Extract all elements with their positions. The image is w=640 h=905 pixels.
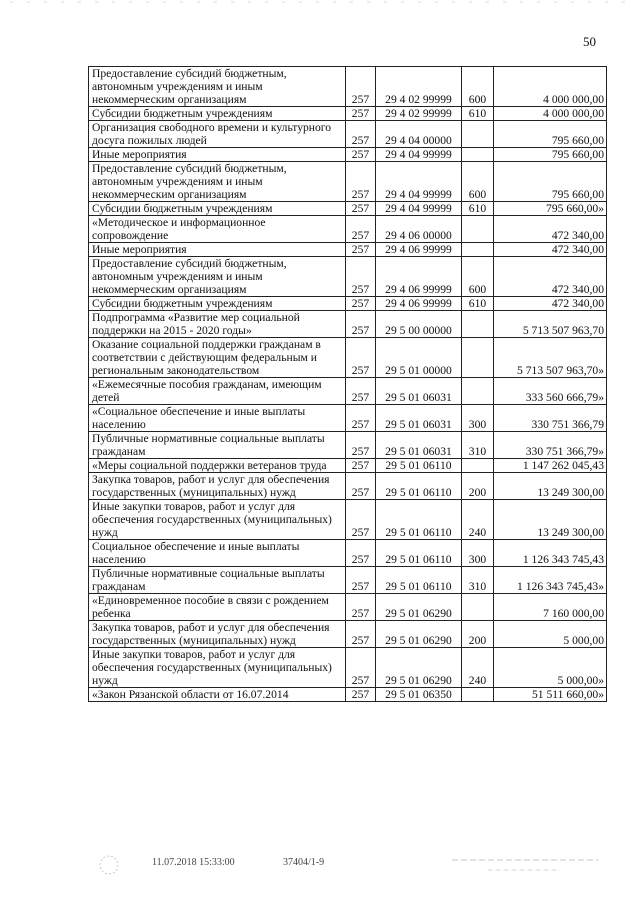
cell-ministry-code: 257	[346, 257, 376, 297]
cell-expense-kind: 310	[462, 432, 494, 459]
cell-expense-kind: 610	[462, 202, 494, 216]
cell-ministry-code: 257	[346, 121, 376, 148]
cell-target-article: 29 5 01 06110	[376, 540, 462, 567]
cell-ministry-code: 257	[346, 432, 376, 459]
table-row	[89, 405, 607, 432]
cell-name: Публичные нормативные социальные выплаты гражданам	[89, 432, 346, 459]
table-row	[89, 216, 607, 243]
cell-amount: 13 249 300,00	[494, 500, 607, 540]
cell-expense-kind: 240	[462, 500, 494, 540]
cell-target-article: 29 4 02 99999	[376, 107, 462, 121]
cell-target-article: 29 5 01 06110	[376, 567, 462, 594]
cell-amount: 472 340,00	[494, 243, 607, 257]
table-row	[89, 148, 607, 162]
cell-name: Подпрограмма «Развитие мер социальной поддержки на 2015 - 2020 годы»	[89, 311, 346, 338]
cell-name: Иные мероприятия	[89, 243, 346, 257]
cell-name: «Ежемесячные пособия гражданам, имеющим детей	[89, 378, 346, 405]
cell-amount: 795 660,00	[494, 121, 607, 148]
cell-amount: 1 126 343 745,43	[494, 540, 607, 567]
cell-name: Иные закупки товаров, работ и услуг для обеспечения государственных (муниципальных) нужд	[89, 500, 346, 540]
cell-target-article: 29 5 01 06290	[376, 594, 462, 621]
cell-expense-kind: 200	[462, 473, 494, 500]
cell-name: «Единовременное пособие в связи с рождением ребенка	[89, 594, 346, 621]
table-row	[89, 621, 607, 648]
cell-expense-kind: 610	[462, 297, 494, 311]
cell-expense-kind	[462, 459, 494, 473]
table-row	[89, 257, 607, 297]
cell-expense-kind	[462, 121, 494, 148]
budget-table-body	[89, 67, 607, 702]
table-row	[89, 500, 607, 540]
cell-name: «Закон Рязанской области от 16.07.2014	[89, 688, 346, 702]
table-row	[89, 202, 607, 216]
cell-ministry-code: 257	[346, 148, 376, 162]
cell-ministry-code: 257	[346, 459, 376, 473]
cell-amount: 1 147 262 045,43	[494, 459, 607, 473]
cell-expense-kind	[462, 148, 494, 162]
cell-target-article: 29 5 01 06031	[376, 378, 462, 405]
cell-amount: 795 660,00»	[494, 202, 607, 216]
cell-expense-kind	[462, 378, 494, 405]
cell-expense-kind: 600	[462, 257, 494, 297]
cell-target-article: 29 4 06 99999	[376, 297, 462, 311]
cell-target-article: 29 5 01 06350	[376, 688, 462, 702]
cell-name: Предоставление субсидий бюджетным, автономным учреждениям и иным некоммерческим организациям	[89, 67, 346, 107]
cell-expense-kind	[462, 338, 494, 378]
table-row	[89, 567, 607, 594]
cell-target-article: 29 4 04 99999	[376, 148, 462, 162]
cell-target-article: 29 4 04 00000	[376, 121, 462, 148]
cell-expense-kind: 300	[462, 540, 494, 567]
cell-ministry-code: 257	[346, 67, 376, 107]
round-stamp-icon	[96, 854, 122, 876]
table-row	[89, 338, 607, 378]
table-row	[89, 121, 607, 148]
cell-name: Иные закупки товаров, работ и услуг для обеспечения государственных (муниципальных) нужд	[89, 648, 346, 688]
cell-target-article: 29 4 04 99999	[376, 162, 462, 202]
cell-ministry-code: 257	[346, 688, 376, 702]
table-row	[89, 540, 607, 567]
footer-timestamp: 11.07.2018 15:33:00	[152, 857, 235, 868]
cell-expense-kind: 200	[462, 621, 494, 648]
cell-expense-kind	[462, 688, 494, 702]
table-row	[89, 162, 607, 202]
cell-amount: 330 751 366,79	[494, 405, 607, 432]
table-row	[89, 648, 607, 688]
table-row	[89, 594, 607, 621]
table-row	[89, 688, 607, 702]
table-row	[89, 107, 607, 121]
cell-target-article: 29 5 01 06290	[376, 621, 462, 648]
cell-name: Закупка товаров, работ и услуг для обеспечения государственных (муниципальных) нужд	[89, 473, 346, 500]
cell-name: Оказание социальной поддержки гражданам в соответствии с действующим федеральным и региональным законодательством	[89, 338, 346, 378]
cell-ministry-code: 257	[346, 621, 376, 648]
cell-expense-kind	[462, 311, 494, 338]
cell-amount: 4 000 000,00	[494, 107, 607, 121]
cell-amount: 5 713 507 963,70	[494, 311, 607, 338]
cell-ministry-code: 257	[346, 216, 376, 243]
cell-name: Предоставление субсидий бюджетным, автономным учреждениям и иным некоммерческим организациям	[89, 162, 346, 202]
cell-ministry-code: 257	[346, 378, 376, 405]
cell-amount: 5 000,00	[494, 621, 607, 648]
cell-amount: 5 000,00»	[494, 648, 607, 688]
cell-name: Субсидии бюджетным учреждениям	[89, 297, 346, 311]
table-row	[89, 297, 607, 311]
page-number: 50	[583, 34, 596, 49]
cell-ministry-code: 257	[346, 202, 376, 216]
cell-target-article: 29 5 01 06031	[376, 432, 462, 459]
cell-name: Организация свободного времени и культурного досуга пожилых людей	[89, 121, 346, 148]
cell-target-article: 29 5 01 06290	[376, 648, 462, 688]
cell-ministry-code: 257	[346, 405, 376, 432]
cell-name: «Социальное обеспечение и иные выплаты населению	[89, 405, 346, 432]
cell-expense-kind	[462, 216, 494, 243]
cell-ministry-code: 257	[346, 540, 376, 567]
cell-ministry-code: 257	[346, 473, 376, 500]
table-row	[89, 378, 607, 405]
table-row	[89, 67, 607, 107]
cell-expense-kind: 300	[462, 405, 494, 432]
cell-target-article: 29 4 04 99999	[376, 202, 462, 216]
cell-name: Публичные нормативные социальные выплаты гражданам	[89, 567, 346, 594]
cell-amount: 472 340,00	[494, 297, 607, 311]
cell-ministry-code: 257	[346, 594, 376, 621]
cell-amount: 795 660,00	[494, 148, 607, 162]
cell-amount: 795 660,00	[494, 162, 607, 202]
cell-target-article: 29 4 06 99999	[376, 257, 462, 297]
cell-amount: 472 340,00	[494, 257, 607, 297]
cell-ministry-code: 257	[346, 648, 376, 688]
cell-name: Предоставление субсидий бюджетным, автономным учреждениям и иным некоммерческим организациям	[89, 257, 346, 297]
cell-target-article: 29 5 01 06110	[376, 473, 462, 500]
cell-target-article: 29 4 02 99999	[376, 67, 462, 107]
cell-expense-kind: 310	[462, 567, 494, 594]
cell-expense-kind: 240	[462, 648, 494, 688]
cell-ministry-code: 257	[346, 311, 376, 338]
table-row	[89, 473, 607, 500]
cell-target-article: 29 4 06 00000	[376, 216, 462, 243]
cell-ministry-code: 257	[346, 297, 376, 311]
cell-name: Социальное обеспечение и иные выплаты населению	[89, 540, 346, 567]
cell-ministry-code: 257	[346, 162, 376, 202]
cell-amount: 333 560 666,79»	[494, 378, 607, 405]
cell-amount: 7 160 000,00	[494, 594, 607, 621]
cell-ministry-code: 257	[346, 338, 376, 378]
cell-ministry-code: 257	[346, 567, 376, 594]
cell-name: Закупка товаров, работ и услуг для обеспечения государственных (муниципальных) нужд	[89, 621, 346, 648]
cell-target-article: 29 5 01 00000	[376, 338, 462, 378]
cell-ministry-code: 257	[346, 107, 376, 121]
cell-amount: 4 000 000,00	[494, 67, 607, 107]
cell-amount: 330 751 366,79»	[494, 432, 607, 459]
table-row	[89, 311, 607, 338]
cell-target-article: 29 5 01 06031	[376, 405, 462, 432]
cell-target-article: 29 5 00 00000	[376, 311, 462, 338]
cell-expense-kind: 610	[462, 107, 494, 121]
cell-target-article: 29 5 01 06110	[376, 459, 462, 473]
cell-ministry-code: 257	[346, 500, 376, 540]
cell-expense-kind	[462, 243, 494, 257]
scan-edge-artifacts	[0, 0, 640, 8]
cell-name: Субсидии бюджетным учреждениям	[89, 202, 346, 216]
footer-doc-code: 37404/1-9	[283, 857, 325, 868]
cell-name: «Методическое и информационное сопровождение	[89, 216, 346, 243]
cell-amount: 5 713 507 963,70»	[494, 338, 607, 378]
cell-name: Иные мероприятия	[89, 148, 346, 162]
cell-expense-kind: 600	[462, 67, 494, 107]
cell-expense-kind	[462, 594, 494, 621]
cell-amount: 1 126 343 745,43»	[494, 567, 607, 594]
cell-name: Субсидии бюджетным учреждениям	[89, 107, 346, 121]
table-row	[89, 243, 607, 257]
cell-expense-kind: 600	[462, 162, 494, 202]
cell-ministry-code: 257	[346, 243, 376, 257]
table-row	[89, 432, 607, 459]
cell-name: «Меры социальной поддержки ветеранов труда	[89, 459, 346, 473]
cell-target-article: 29 4 06 99999	[376, 243, 462, 257]
table-row	[89, 459, 607, 473]
cell-amount: 472 340,00	[494, 216, 607, 243]
cell-amount: 13 249 300,00	[494, 473, 607, 500]
cell-target-article: 29 5 01 06110	[376, 500, 462, 540]
faded-signature-mark	[448, 852, 608, 878]
cell-amount: 51 511 660,00»	[494, 688, 607, 702]
budget-table	[88, 66, 607, 702]
